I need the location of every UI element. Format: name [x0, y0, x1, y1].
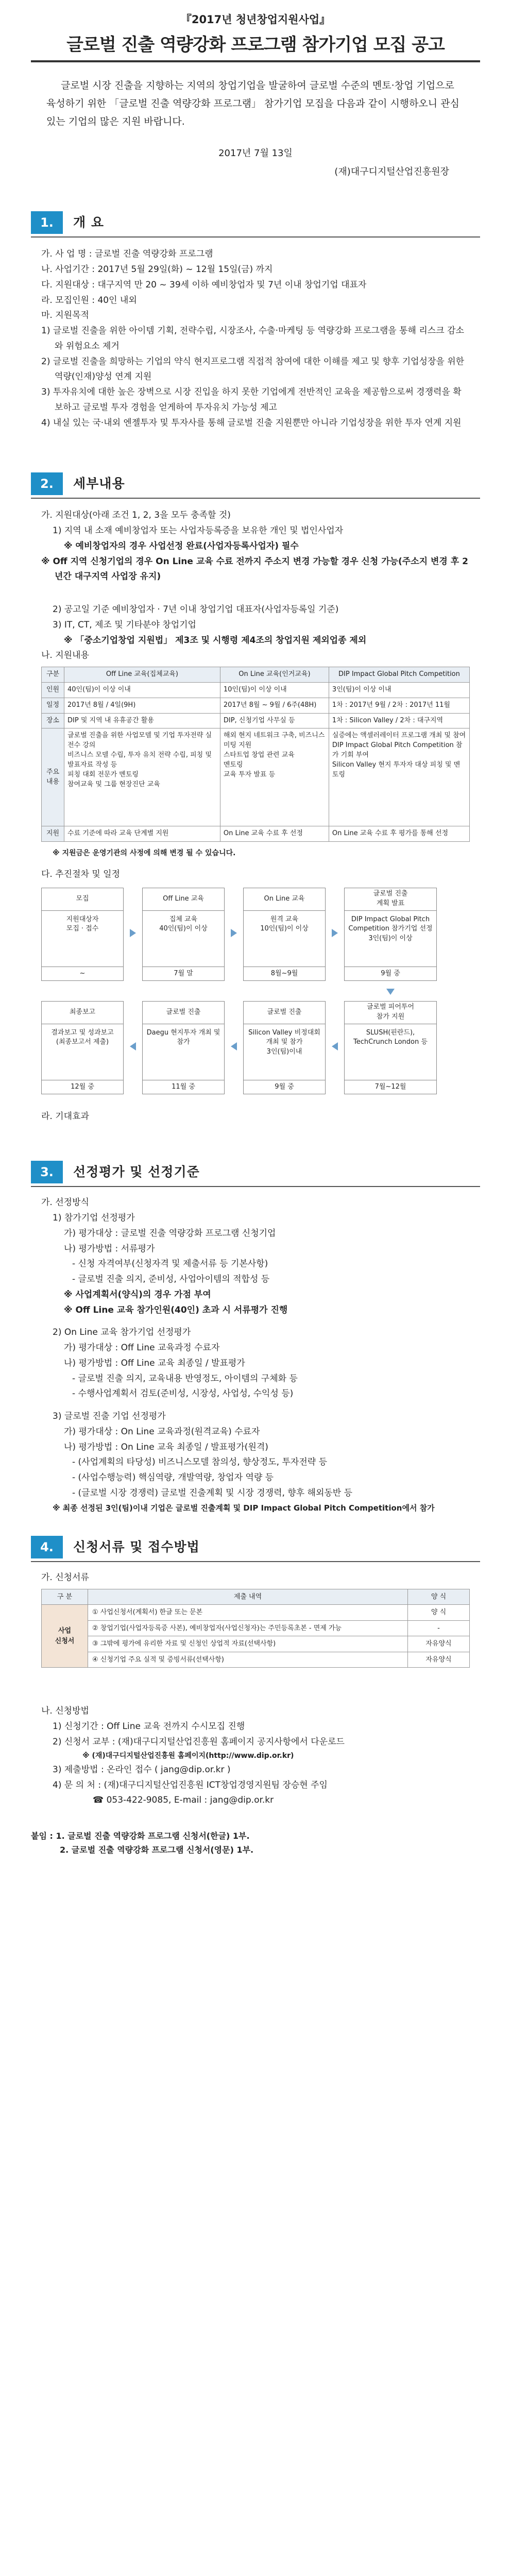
- table-cell: 3인(팀)이 이상 이내: [329, 682, 469, 698]
- table-header: 양 식: [408, 1589, 470, 1605]
- section-header-3: [31, 1160, 480, 1184]
- flow-arrow-right: [130, 929, 136, 937]
- attachment-line: 붙임 : 1. 글로벌 진출 역량강화 프로그램 신청서(한글) 1부.: [31, 1831, 250, 1841]
- flow-step-body: DIP Impact Global Pitch Competition 참가기업 선정 3인(팀)이 이상: [348, 915, 433, 943]
- flow-step-body: Silicon Valley 비정대회 개최 및 참가 3인(팀)이내: [248, 1028, 320, 1056]
- application-method: [0, 1704, 511, 1808]
- table-row: [42, 728, 470, 826]
- flow-step-time: 7월 말: [143, 967, 224, 981]
- flow-step-title: 글로벌 진출: [143, 1002, 224, 1024]
- table-cell: On Line 교육 수료 후 선정: [220, 826, 329, 842]
- table-header-row: [42, 667, 470, 683]
- sub-heading: 다. 추진절차 및 일정: [41, 869, 120, 879]
- section-number: 3.: [31, 1161, 63, 1183]
- table-row: [42, 1605, 470, 1621]
- row-label: 인원: [42, 682, 64, 698]
- table-cell: ① 사업신청서(계획서) 한글 또는 문본: [88, 1605, 408, 1621]
- notice-title: 글로벌 진출 역량강화 프로그램 참가기업 모집 공고: [66, 34, 445, 55]
- method-line: 4) 문 의 처 : (재)대구디지털산업진흥원 ICT창업경영지원팀 장승현 주임: [53, 1780, 328, 1790]
- table-row: [42, 1652, 470, 1668]
- criteria-note: ※ 사업계획서(양식)의 경우 가점 부여: [64, 1289, 211, 1300]
- eligibility-note: ※ 예비창업자의 경우 사업선정 완료(사업자등록사업자) 필수: [64, 540, 299, 551]
- overview-line: 라. 모집인원 : 40인 내외: [41, 295, 137, 306]
- criteria-line: - 신청 자격여부(신청자격 및 제출서류 등 기본사항): [72, 1259, 268, 1269]
- flow-step-body: 결과보고 및 성과보고 (최종보고서 제출): [51, 1028, 114, 1046]
- criteria-line: - (사업계획의 타당성) 비즈니스모델 참의성, 향상정도, 투자전략 등: [72, 1457, 328, 1468]
- flow-step-body: 원격 교육 10인(팀)이 이상: [260, 915, 309, 933]
- flow-step-title: On Line 교육: [244, 888, 325, 911]
- issuing-org: (재)대구디지털산업진흥원장: [334, 166, 449, 177]
- flow-arrow-right: [332, 929, 338, 937]
- table-row: [42, 682, 470, 698]
- overview-line: 가. 사 업 명 : 글로벌 진출 역량강화 프로그램: [41, 249, 213, 260]
- purpose-item: 2) 글로벌 진출을 희망하는 기업의 약식 현지프로그램 직접적 참여에 대한 이해를 제고 및 향후 기업성장을 위한 역량(인재)양성 연계 지원: [41, 356, 465, 382]
- flow-step-time: 9월 중: [345, 967, 436, 981]
- flow-step: [243, 888, 326, 981]
- sub-heading: 가. 지원대상(아래 조건 1, 2, 3을 모두 충족할 것): [41, 510, 231, 521]
- row-label: 지원: [42, 826, 64, 842]
- table-header: 구 분: [42, 1589, 88, 1605]
- table-cell: 수료 기준에 따라 교육 단계별 지원: [64, 826, 220, 842]
- section-3-body: [0, 1195, 511, 1515]
- flow-step: [344, 1001, 437, 1095]
- section-title: 개 요: [73, 215, 105, 230]
- table-cell: 2017년 8월 ~ 9월 / 6주(48H): [220, 698, 329, 713]
- criteria-line: 가) 평가대상 : Off Line 교육과정 수료자: [64, 1343, 220, 1353]
- table-cell: 해외 현지 네트워크 구축, 비즈니스 미팅 지원 스타트업 창업 관련 교육 멘토링 교육 투자 발표 등: [220, 728, 329, 826]
- flow-arrow-left: [332, 1042, 338, 1050]
- flow-step-time: 7월~12월: [345, 1080, 436, 1094]
- table-cell: ③ 그밖에 평가에 유리한 자료 및 신청인 상업적 자료(선택사항): [88, 1636, 408, 1652]
- flow-arrow-left: [231, 1042, 237, 1050]
- purpose-item: 4) 내실 있는 국·내외 엔젤투자 및 투자사를 통해 글로벌 진출 지원뿐만 아니라 기업성장을 위한 투자 연계 지원: [41, 417, 462, 428]
- table-cell: DIP 및 지역 내 유휴공간 활용: [64, 713, 220, 728]
- flow-step-body: 지원대상자 모집 · 접수: [66, 915, 99, 933]
- table-cell: ④ 신청기업 주요 실적 및 증빙서류(선택사항): [88, 1652, 408, 1668]
- section-title: 신청서류 및 접수방법: [73, 1539, 200, 1554]
- flow-arrow-left: [130, 1042, 136, 1050]
- table-cell: 실증에는 액셀러레이터 프로그램 개최 및 참여 DIP Impact Global Pitch Competition 참가 기회 부여 Silicon Valley 현지 투자자 대상 피칭 및 멘토링: [329, 728, 469, 826]
- table-cell: DIP, 신청기업 사무실 등: [220, 713, 329, 728]
- flow-step: [142, 1001, 225, 1095]
- criteria-line: 3) 글로벌 진출 기업 선정평가: [53, 1411, 166, 1422]
- criteria-line: - (사업수행능력) 핵심역량, 개발역량, 창업자 역량 등: [72, 1472, 274, 1483]
- flow-step-title: Off Line 교육: [143, 888, 224, 911]
- criteria-note: ※ Off Line 교육 참가인원(40인) 초과 시 서류평가 진행: [64, 1304, 288, 1315]
- flow-step-time: ~: [42, 967, 123, 981]
- table-cell: ② 창업기업(사업자등록증 사본), 예비창업자(사업신청자)는 주민등록초본 - 면제 가능: [88, 1620, 408, 1636]
- table-row: [42, 698, 470, 713]
- section-header-4: [31, 1535, 480, 1559]
- flow-arrow-down: [386, 989, 395, 995]
- flow-step-body: SLUSH(핀란드), TechCrunch London 등: [353, 1028, 428, 1046]
- intro-paragraph: 글로벌 시장 진출을 지향하는 지역의 창업기업을 발굴하여 글로벌 수준의 멘토·창업 기업으로 육성하기 위한 「글로벌 진출 역량강화 프로그램」 참가기업 모집을 다음과 같이 시행하오니 관심 있는 기업의 많은 지원 바랍니다.: [46, 79, 459, 128]
- attachment-line: 2. 글로벌 진출 역량강화 프로그램 신청서(영문) 1부.: [60, 1845, 254, 1855]
- overview-line: 다. 지원대상 : 대구지역 만 20 ~ 39세 이하 예비창업자 및 7년 이내 창업기업 대표자: [41, 279, 367, 290]
- overview-line: 마. 지원목적: [41, 310, 89, 321]
- criteria-line: 나) 평가방법 : Off Line 교육 최종일 / 발표평가: [64, 1358, 245, 1368]
- section-title: 세부내용: [73, 476, 125, 492]
- flow-step-title: 글로벌 진출: [244, 1002, 325, 1024]
- documents-table: [41, 1589, 470, 1668]
- flow-step: [41, 1001, 124, 1095]
- notice-subtitle: 『2017년 청년창업지원사업』: [180, 13, 331, 26]
- table-row: [42, 1620, 470, 1636]
- support-table: [41, 667, 470, 842]
- criteria-line: 1) 참가기업 선정평가: [53, 1213, 135, 1224]
- row-label: 사업 신청서: [42, 1605, 88, 1668]
- sub-heading: 라. 기대효과: [41, 1111, 89, 1122]
- eligibility-item: 1) 지역 내 소재 예비창업자 또는 사업자등록증을 보유한 개인 및 법인사업자: [53, 526, 344, 536]
- row-label: 장소: [42, 713, 64, 728]
- section-4-heading: [0, 1570, 511, 1586]
- criteria-note: ※ 최종 선정된 3인(팀)이내 기업은 글로벌 진출계획 및 DIP Impact Global Pitch Competition에서 참가: [53, 1503, 435, 1513]
- overview-line: 나. 사업기간 : 2017년 5월 29일(화) ~ 12월 15일(금) 까지: [41, 264, 273, 275]
- sub-heading: 나. 지원내용: [41, 650, 89, 661]
- table-cell: -: [408, 1620, 470, 1636]
- sub-heading: 가. 선정방식: [41, 1197, 89, 1208]
- flow-step: [41, 888, 124, 981]
- section-number: 4.: [31, 1536, 63, 1558]
- section-number: 1.: [31, 211, 63, 234]
- table-header: 구분: [42, 667, 64, 683]
- flow-step-time: 8월~9월: [244, 967, 325, 981]
- sub-heading: 가. 신청서류: [41, 1572, 89, 1583]
- eligibility-item: 2) 공고일 기준 예비창업자 · 7년 이내 창업기업 대표자(사업자등록일 기준): [53, 604, 339, 615]
- table-cell: 10인(팀)이 이상 이내: [220, 682, 329, 698]
- expected-effects-block: [0, 1109, 511, 1125]
- criteria-line: 가) 평가대상 : On Line 교육과정(원격교육) 수료자: [64, 1426, 260, 1437]
- table-cell: 글로벌 진출을 위한 사업모델 및 기업 투자전략 실전수 강의 비즈니스 모델 수립, 투자 유치 전략 수립, 피칭 및 발표자료 작성 등 피칭 대회 전문가 멘토링 참여교육 및 그룹 현장진단 교육: [64, 728, 220, 826]
- table-row: [42, 713, 470, 728]
- criteria-line: - 글로벌 진출 의지, 준비성, 사업아이템의 적합성 등: [72, 1274, 270, 1285]
- table-header: DIP Impact Global Pitch Competition: [329, 667, 469, 683]
- table-cell: On Line 교육 수료 후 평가를 통해 선정: [329, 826, 469, 842]
- attachments: [0, 1829, 511, 1857]
- criteria-line: 나) 평가방법 : On Line 교육 최종일 / 발표평가(원격): [64, 1442, 268, 1452]
- notice-date: 2017년 7월 13일: [218, 148, 293, 159]
- flow-step: [344, 888, 437, 981]
- flow-step: [243, 1001, 326, 1095]
- table-cell: 양 식: [408, 1605, 470, 1621]
- flow-step-title: 모집: [42, 888, 123, 911]
- purpose-item: 3) 투자유치에 대한 높은 장벽으로 시장 진입을 하지 못한 기업에게 전반적인 교육을 제공함으로써 경쟁력을 확보하고 글로벌 투자 경험을 얻게하여 투자유치 가능성 제고: [41, 387, 462, 413]
- criteria-line: 2) On Line 교육 참가기업 선정평가: [53, 1327, 191, 1338]
- criteria-line: - 글로벌 진출 의지, 교육내용 반영정도, 아이템의 구체화 등: [72, 1373, 298, 1384]
- contact-line: ☎ 053-422-9085, E-mail : jang@dip.or.kr: [93, 1795, 274, 1806]
- flow-arrow-right: [231, 929, 237, 937]
- table-cell: 자유양식: [408, 1636, 470, 1652]
- flow-step: [142, 888, 225, 981]
- criteria-line: 가) 평가대상 : 글로벌 진출 역량강화 프로그램 신청기업: [64, 1228, 276, 1239]
- section-1-body: [0, 247, 511, 431]
- criteria-line: 나) 평가방법 : 서류평가: [64, 1243, 155, 1254]
- section-header-2: [31, 472, 480, 496]
- notice-header: [0, 10, 511, 62]
- method-line: 1) 신청기간 : Off Line 교육 전까지 수시모집 진행: [53, 1721, 245, 1732]
- row-label: 주요 내용: [42, 728, 64, 826]
- section-title: 선정평가 및 선정기준: [73, 1164, 200, 1180]
- table-row: [42, 1636, 470, 1652]
- section-2-body: [0, 508, 511, 664]
- table-header: 제출 내역: [88, 1589, 408, 1605]
- table-note: ※ 지원금은 운영기관의 사정에 의해 변경 될 수 있습니다.: [53, 849, 236, 858]
- flow-step-body: 집체 교육 40인(팀)이 이상: [159, 915, 208, 933]
- purpose-item: 1) 글로벌 진출을 위한 아이템 기획, 전략수립, 시장조사, 수출·마케팅 등 역량강화 프로그램을 통해 리스크 감소와 위험요소 제거: [41, 326, 464, 351]
- flow-step-time: 9월 중: [244, 1080, 325, 1094]
- homepage-note: ※ (재)대구디지털산업진흥원 홈페이지(http://www.dip.or.kr): [82, 1752, 294, 1760]
- method-line: 2) 신청서 교부 : (재)대구디지털산업진흥원 홈페이지 공지사항에서 다운로드: [53, 1736, 345, 1747]
- eligibility-note: ※ Off 지역 신청기업의 경우 On Line 교육 수료 전까지 주소지 변경 가능할 경우 신청 가능(주소지 변경 후 2년간 대구지역 사업장 유지): [41, 556, 468, 582]
- table-cell: 2017년 8월 / 4일(9H): [64, 698, 220, 713]
- table-row: [42, 826, 470, 842]
- criteria-line: - (글로벌 시장 경쟁력) 글로벌 진출계획 및 시장 경쟁력, 향후 해외동반 등: [72, 1487, 353, 1498]
- flow-step-title: 최종보고: [42, 1002, 123, 1024]
- criteria-line: - 수행사업계획서 검토(준비성, 시장성, 사업성, 수익성 등): [72, 1388, 294, 1399]
- flow-step-time: 12월 중: [42, 1080, 123, 1094]
- method-line: 3) 제출방법 : 온라인 접수 ( jang@dip.or.kr ): [53, 1764, 231, 1775]
- flow-step-body: Daegu 현지투자 개최 및 참가: [146, 1028, 220, 1046]
- table-note-block: [0, 847, 511, 882]
- table-cell: 40인(팀)이 이상 이내: [64, 682, 220, 698]
- table-cell: 1차 : 2017년 9월 / 2차 : 2017년 11월: [329, 698, 469, 713]
- sub-heading: 나. 신청방법: [41, 1706, 89, 1717]
- process-flow: [41, 888, 470, 1109]
- table-header-row: [42, 1589, 470, 1605]
- table-header: Off Line 교육(집체교육): [64, 667, 220, 683]
- flow-step-time: 11월 중: [143, 1080, 224, 1094]
- row-label: 일정: [42, 698, 64, 713]
- table-cell: 1차 : Silicon Valley / 2차 : 대구지역: [329, 713, 469, 728]
- flow-step-title: 글로벌 진출 계획 발표: [345, 888, 436, 911]
- eligibility-item: 3) IT, CT, 제조 및 기타분야 창업기업: [53, 619, 196, 630]
- table-cell: 자유양식: [408, 1652, 470, 1668]
- eligibility-note: ※ 「중소기업창업 지원법」 제3조 및 시행령 제4조의 창업지원 제외업종 제외: [64, 635, 367, 646]
- section-header-1: [31, 211, 480, 234]
- flow-step-title: 글로벌 피어투어 참가 지원: [345, 1002, 436, 1024]
- table-header: On Line 교육(인거교육): [220, 667, 329, 683]
- section-number: 2.: [31, 472, 63, 495]
